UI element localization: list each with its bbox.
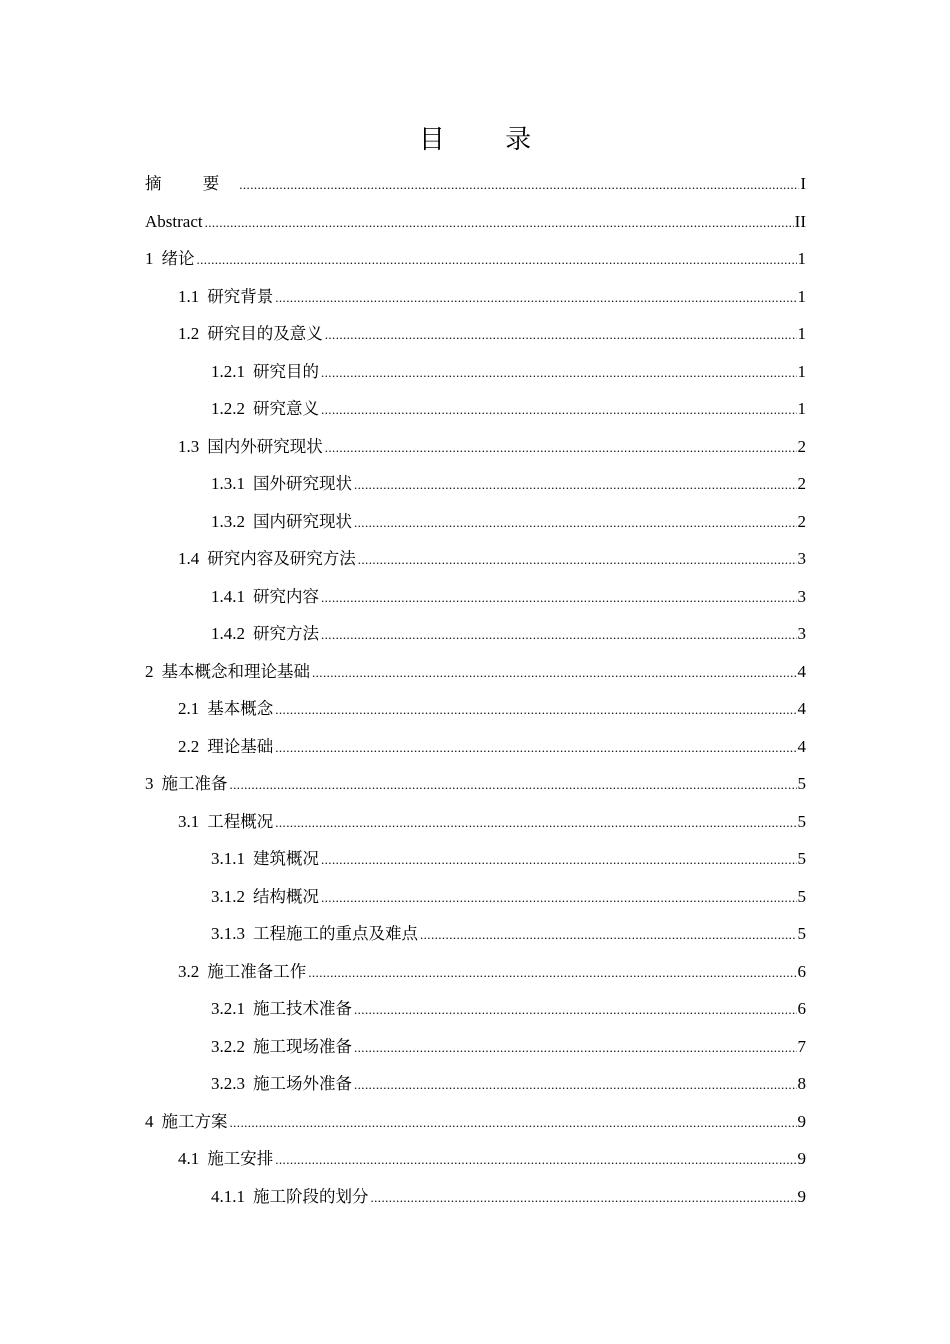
toc-entry-page-number: 3 [797, 586, 806, 606]
toc-entry-number: 3.1.2 [211, 886, 245, 906]
toc-entry-number: 4 [145, 1111, 154, 1131]
toc-entry-title: Abstract [145, 211, 203, 231]
toc-entry-number: 3.2.3 [211, 1074, 245, 1093]
toc-entry-title: 施工技术准备 [253, 999, 352, 1018]
toc-entry-title: 绪论 [161, 249, 195, 268]
toc-entry-page-number: 4 [797, 661, 806, 681]
toc-dot-leader [205, 204, 794, 242]
toc-entry-title: 建筑概况 [253, 849, 319, 868]
toc-entry-page-number: 9 [797, 1186, 806, 1206]
toc-entry-page-number: II [794, 211, 806, 231]
toc-entry-number: 1.1 [178, 286, 200, 306]
toc-dot-leader [230, 766, 797, 804]
toc-entry-page-number: 5 [797, 886, 806, 906]
toc-entry-title: 国内研究现状 [253, 511, 352, 531]
toc-entry[interactable] [145, 390, 806, 428]
toc-entry-page-number: 3 [797, 549, 806, 568]
toc-entry[interactable] [145, 315, 806, 353]
toc-entry-number: 1.2.2 [211, 399, 245, 418]
toc-dot-leader [358, 541, 797, 579]
toc-entry-page-number: 1 [797, 286, 806, 306]
toc-entry-number: 2.1 [178, 699, 200, 718]
toc-dot-leader [420, 916, 797, 954]
toc-entry[interactable] [145, 1028, 806, 1066]
toc-entry[interactable] [145, 203, 806, 241]
toc-entry-title: 施工场外准备 [253, 1074, 352, 1093]
toc-entry-title: 施工方案 [161, 1111, 228, 1131]
toc-entry-number: 1.4.2 [211, 624, 245, 643]
toc-entry-title: 国内外研究现状 [207, 436, 323, 456]
toc-entry-number: 3.1.3 [211, 924, 245, 943]
toc-entry-number: 3.1 [178, 811, 200, 831]
toc-dot-leader [325, 429, 797, 467]
toc-entry-number: 3 [145, 774, 154, 793]
toc-dot-leader [308, 954, 796, 992]
toc-entry[interactable] [145, 765, 806, 803]
toc-entry-title: 研究目的 [253, 361, 319, 381]
toc-entry-page-number: 6 [797, 999, 806, 1018]
toc-entry[interactable] [145, 165, 806, 203]
toc-entry[interactable] [145, 503, 806, 541]
toc-entry[interactable] [145, 840, 806, 878]
toc-entry-number: 2 [145, 661, 154, 681]
toc-entry[interactable] [145, 915, 806, 953]
toc-entry-title: 研究内容及研究方法 [207, 549, 356, 568]
toc-entry-title: 摘 要 [145, 174, 238, 193]
toc-dot-leader [275, 279, 796, 317]
toc-entry-title: 结构概况 [253, 886, 319, 906]
toc-entry-page-number: I [800, 174, 806, 193]
toc-dot-leader [354, 991, 797, 1029]
toc-entry-page-number: 5 [797, 849, 806, 868]
toc-entry-title: 施工准备工作 [207, 961, 307, 981]
toc-dot-leader [275, 804, 796, 842]
toc-entry-page-number: 8 [797, 1074, 806, 1093]
toc-entry-page-number: 2 [797, 436, 806, 456]
toc-entry[interactable] [145, 990, 806, 1028]
toc-entry-number: 1.4.1 [211, 586, 245, 606]
toc-entry-title: 工程概况 [207, 811, 274, 831]
toc-entry[interactable] [145, 728, 806, 766]
toc-entry-number: 3.2.2 [211, 1036, 245, 1056]
toc-entry-number: 4.1 [178, 1149, 200, 1168]
toc-entry-number: 1.2 [178, 324, 200, 343]
toc-dot-leader [321, 879, 797, 917]
toc-dot-leader [354, 466, 797, 504]
toc-dot-leader [197, 241, 797, 279]
table-of-contents [145, 165, 806, 1215]
toc-entry-page-number: 6 [797, 961, 806, 981]
toc-entry-page-number: 5 [797, 924, 806, 943]
toc-entry-number: 1.2.1 [211, 361, 245, 381]
toc-dot-leader [275, 691, 796, 729]
toc-dot-leader [321, 841, 797, 879]
toc-entry[interactable] [145, 278, 806, 316]
toc-entry-title: 研究内容 [253, 586, 319, 606]
toc-entry-title: 国外研究现状 [253, 474, 352, 493]
toc-entry-page-number: 4 [797, 699, 806, 718]
toc-dot-leader [230, 1104, 797, 1142]
toc-entry-number: 1.4 [178, 549, 200, 568]
toc-entry-title: 工程施工的重点及难点 [253, 924, 418, 943]
toc-dot-leader [354, 1029, 797, 1067]
toc-entry-title: 理论基础 [207, 736, 274, 756]
toc-entry[interactable] [145, 1178, 806, 1216]
toc-entry-page-number: 2 [797, 474, 806, 493]
toc-entry-title: 基本概念和理论基础 [161, 661, 310, 681]
toc-entry-page-number: 4 [797, 736, 806, 756]
toc-entry[interactable] [145, 540, 806, 578]
toc-entry-page-number: 5 [797, 774, 806, 793]
toc-entry[interactable] [145, 578, 806, 616]
toc-entry[interactable] [145, 803, 806, 841]
toc-entry-title: 施工阶段的划分 [253, 1186, 369, 1206]
toc-entry-title: 施工安排 [207, 1149, 274, 1168]
toc-entry[interactable] [145, 240, 806, 278]
toc-entry-title: 施工准备 [161, 774, 228, 793]
toc-entry-number: 1.3 [178, 436, 200, 456]
toc-entry-title: 研究方法 [253, 624, 319, 643]
toc-entry[interactable] [145, 690, 806, 728]
toc-entry-number: 1.3.2 [211, 511, 245, 531]
toc-entry[interactable] [145, 953, 806, 991]
toc-dot-leader [239, 166, 799, 204]
toc-dot-leader [354, 504, 797, 542]
toc-entry[interactable] [145, 1065, 806, 1103]
toc-entry-number: 3.1.1 [211, 849, 245, 868]
toc-dot-leader [275, 1141, 796, 1179]
toc-entry-number: 1.3.1 [211, 474, 245, 493]
toc-entry-number: 3.2.1 [211, 999, 245, 1018]
toc-entry[interactable] [145, 465, 806, 503]
toc-dot-leader [321, 579, 797, 617]
toc-entry-title: 基本概念 [207, 699, 274, 718]
toc-entry-page-number: 1 [797, 249, 806, 268]
toc-dot-leader [321, 616, 797, 654]
toc-dot-leader [371, 1179, 797, 1217]
toc-entry-page-number: 1 [797, 399, 806, 418]
toc-entry[interactable] [145, 878, 806, 916]
toc-dot-leader [325, 316, 797, 354]
toc-entry[interactable] [145, 615, 806, 653]
toc-title: 目 录 [418, 125, 558, 155]
toc-entry[interactable] [145, 1140, 806, 1178]
toc-entry-page-number: 5 [797, 811, 806, 831]
toc-entry[interactable] [145, 653, 806, 691]
toc-entry-number: 2.2 [178, 736, 200, 756]
toc-entry[interactable] [145, 353, 806, 391]
toc-entry[interactable] [145, 428, 806, 466]
toc-entry-page-number: 9 [797, 1149, 806, 1168]
toc-entry-title: 研究意义 [253, 399, 319, 418]
toc-entry-number: 4.1.1 [211, 1186, 245, 1206]
toc-entry-page-number: 3 [797, 624, 806, 643]
toc-dot-leader [321, 391, 797, 429]
toc-entry-number: 3.2 [178, 961, 200, 981]
toc-entry-title: 研究背景 [207, 286, 274, 306]
toc-dot-leader [275, 729, 796, 767]
toc-entry-page-number: 1 [797, 324, 806, 343]
toc-dot-leader [354, 1066, 797, 1104]
toc-entry-page-number: 7 [797, 1036, 806, 1056]
toc-entry-page-number: 9 [797, 1111, 806, 1131]
toc-entry-page-number: 2 [797, 511, 806, 531]
toc-entry-title: 研究目的及意义 [207, 324, 323, 343]
toc-entry-page-number: 1 [797, 361, 806, 381]
toc-entry-title: 施工现场准备 [253, 1036, 352, 1056]
toc-dot-leader [321, 354, 797, 392]
toc-dot-leader [312, 654, 797, 692]
toc-entry[interactable] [145, 1103, 806, 1141]
toc-entry-number: 1 [145, 249, 154, 268]
